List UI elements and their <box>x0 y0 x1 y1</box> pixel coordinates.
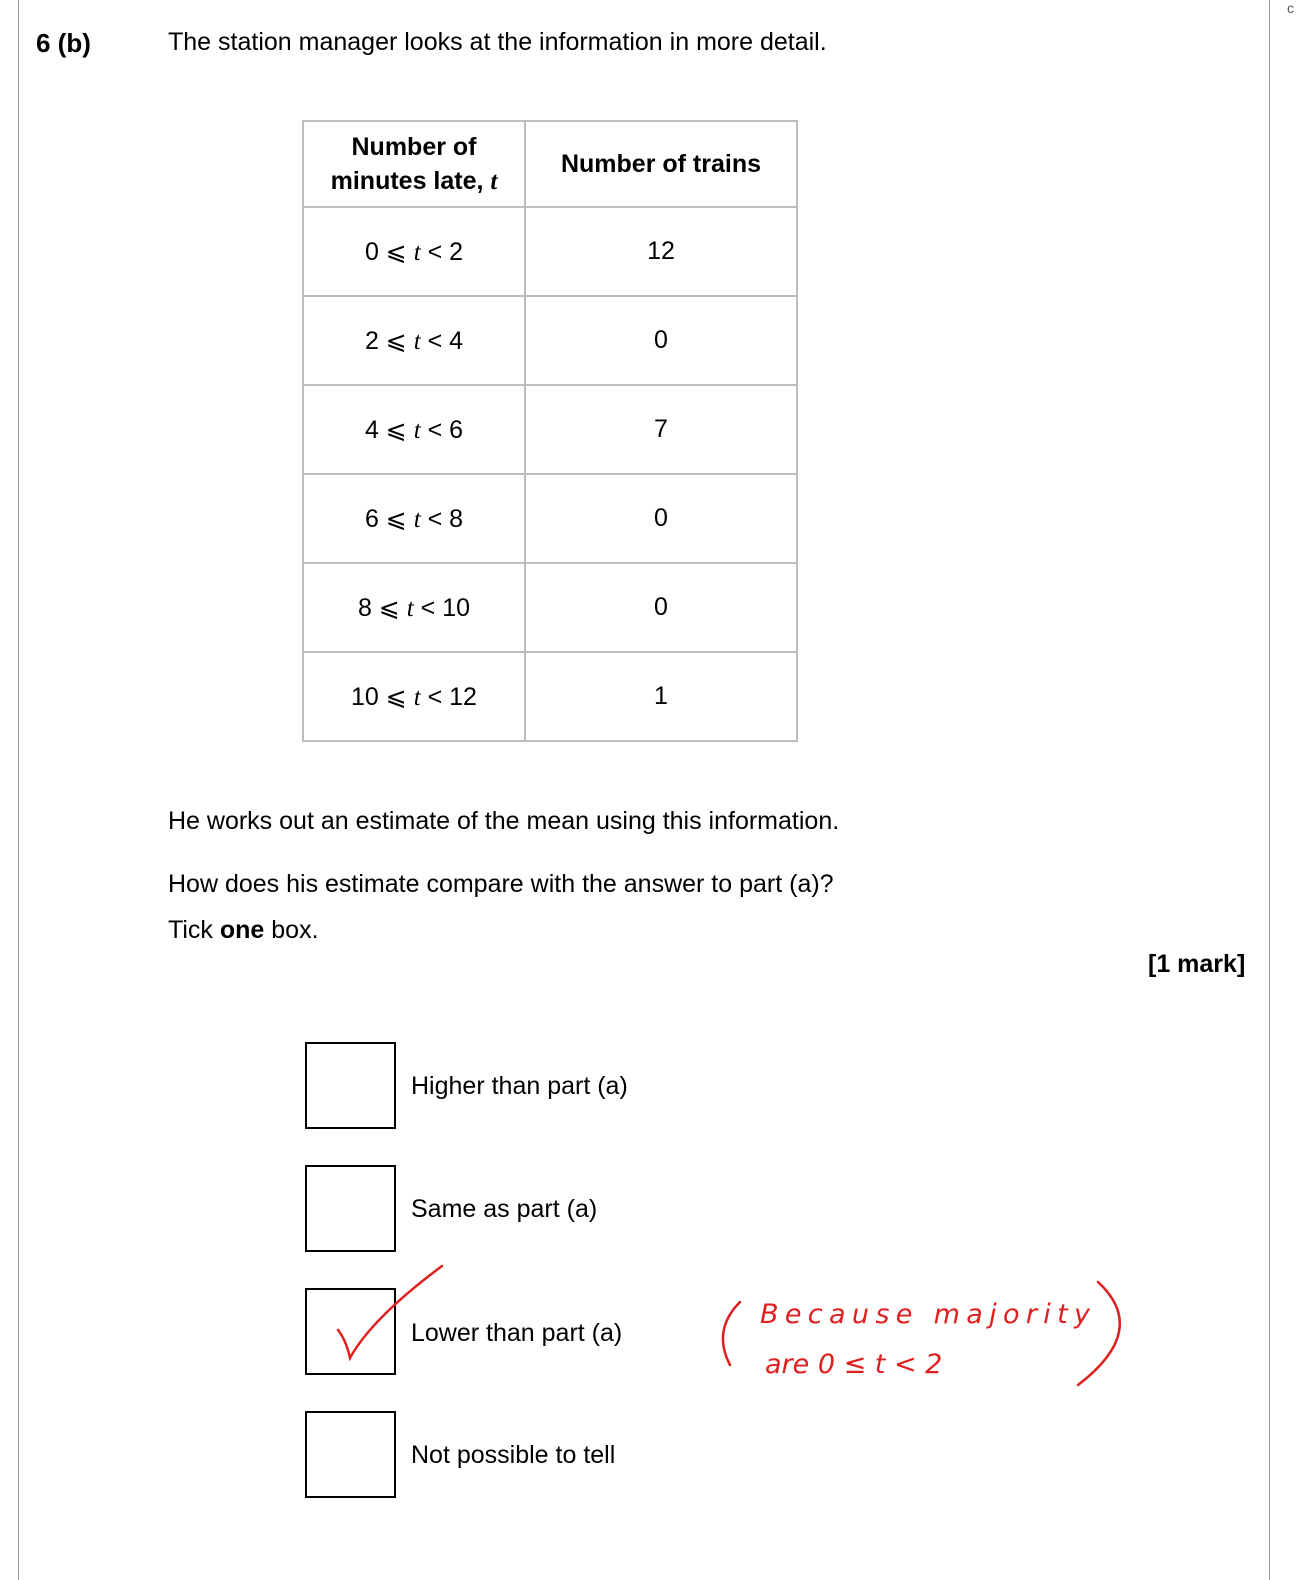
close-paren-icon <box>1078 1282 1120 1385</box>
option-label-higher: Higher than part (a) <box>411 1072 628 1100</box>
interval-variable: t <box>413 683 421 711</box>
header-number-of-trains: Number of trains <box>525 121 797 207</box>
question-number: 6 (b) <box>36 28 91 58</box>
train-count-cell: 1 <box>525 652 797 741</box>
header-line2: minutes late, <box>330 166 484 195</box>
mark-allocation: [1 mark] <box>1148 950 1246 978</box>
le-symbol: ⩽ <box>378 415 414 444</box>
handwriting-line2: are 0 ≤ t < 2 <box>765 1349 943 1380</box>
interval-lower: 2 <box>364 326 379 355</box>
train-count-cell: 7 <box>525 385 797 474</box>
le-symbol: ⩽ <box>378 237 414 266</box>
interval-lower: 8 <box>357 593 372 622</box>
interval-lower: 0 <box>364 237 379 266</box>
compare-text: How does his estimate compare with the answer to part (a)? <box>168 870 834 898</box>
header-variable: t <box>490 167 498 195</box>
tick-pre: Tick <box>168 916 213 944</box>
lt-symbol: < <box>420 682 450 711</box>
train-count-cell: 0 <box>525 563 797 652</box>
train-count-cell: 12 <box>525 207 797 296</box>
interval-variable: t <box>413 416 421 444</box>
question-text: The station manager looks at the information in more detail. <box>168 28 827 56</box>
lt-symbol: < <box>420 326 450 355</box>
option-label-lower: Lower than part (a) <box>411 1319 623 1347</box>
interval-lower: 4 <box>364 415 379 444</box>
le-symbol: ⩽ <box>378 326 414 355</box>
tick-bold: one <box>219 916 265 944</box>
handwriting-line1: Because majority <box>760 1299 1090 1330</box>
lt-symbol: < <box>413 593 443 622</box>
interval-variable: t <box>406 594 414 622</box>
lt-symbol: < <box>420 237 450 266</box>
lt-symbol: < <box>420 504 450 533</box>
header-line1: Number of <box>351 132 477 161</box>
interval-upper: 10 <box>442 593 470 622</box>
interval-upper: 8 <box>449 504 464 533</box>
interval-upper: 12 <box>449 682 477 711</box>
interval-upper: 4 <box>449 326 464 355</box>
tick-post: box. <box>271 916 319 944</box>
train-count-cell: 0 <box>525 474 797 563</box>
open-paren-icon <box>723 1302 740 1365</box>
interval-lower: 6 <box>364 504 379 533</box>
option-label-same: Same as part (a) <box>411 1195 598 1223</box>
le-symbol: ⩽ <box>378 682 414 711</box>
estimate-text: He works out an estimate of the mean using this information. <box>168 807 840 835</box>
interval-variable: t <box>413 238 421 266</box>
interval-lower: 10 <box>351 682 379 711</box>
tick-mark-icon <box>338 1266 442 1358</box>
le-symbol: ⩽ <box>371 593 407 622</box>
lt-symbol: < <box>420 415 450 444</box>
le-symbol: ⩽ <box>378 504 414 533</box>
interval-variable: t <box>413 505 421 533</box>
train-count-cell: 0 <box>525 296 797 385</box>
corner-mark: c <box>1287 0 1294 16</box>
interval-upper: 6 <box>449 415 464 444</box>
interval-variable: t <box>413 327 421 355</box>
interval-upper: 2 <box>449 237 464 266</box>
option-label-not-possible: Not possible to tell <box>411 1441 616 1469</box>
